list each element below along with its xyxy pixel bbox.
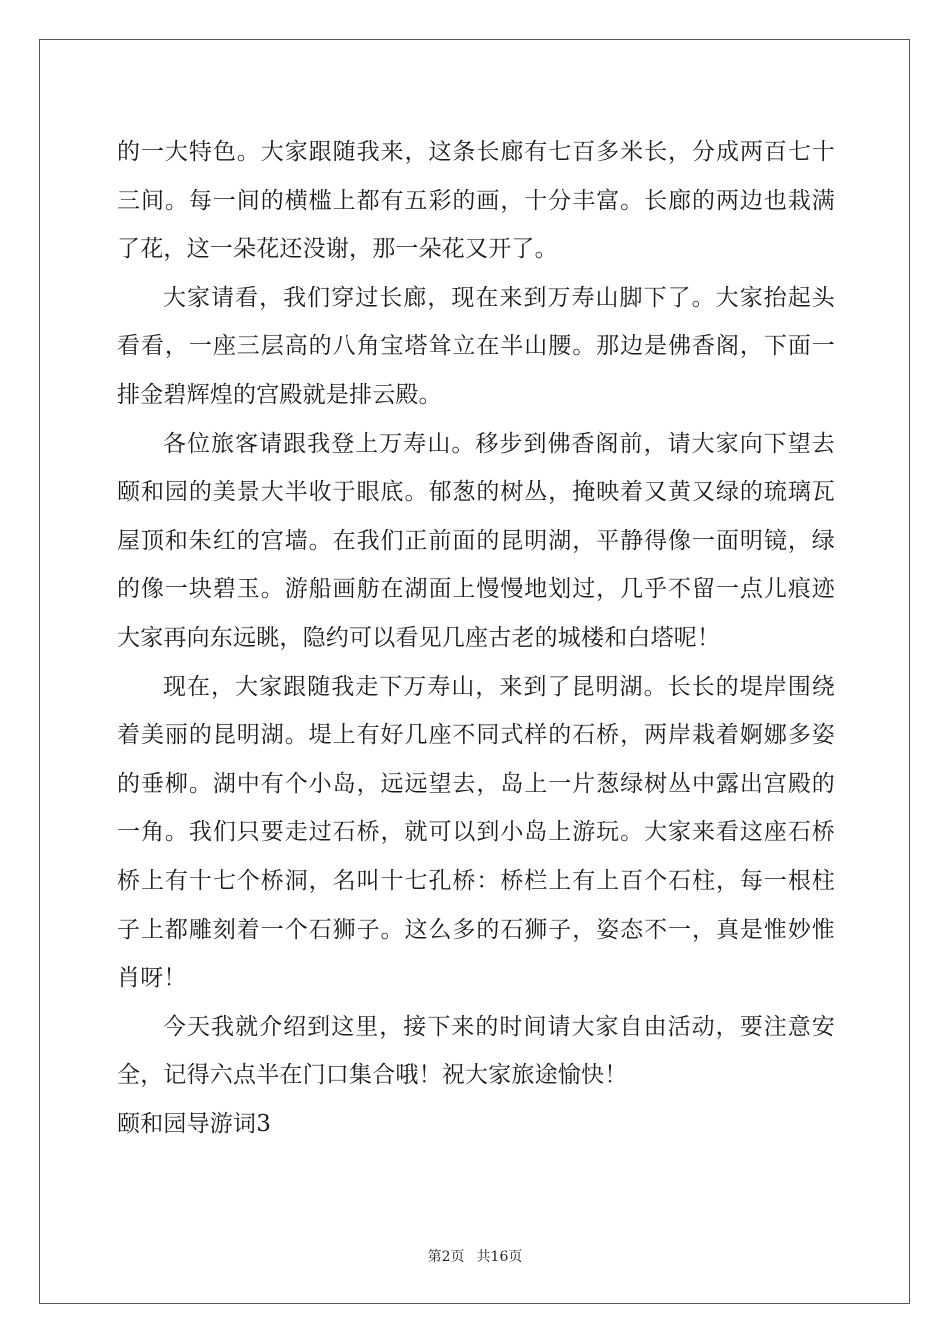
paragraph-2: 大家请看，我们穿过长廊，现在来到万寿山脚下了。大家抬起头看看，一座三层高的八角宝塔耸立在半山腰。那边是佛香阁，下面一排金碧辉煌的宫殿就是排云殿。 <box>117 284 835 408</box>
section-heading: 颐和园导游词3 <box>117 1110 272 1137</box>
document-body <box>117 128 835 1148</box>
page-number: 第2页 <box>427 1249 465 1265</box>
paragraph-1: 的一大特色。大家跟随我来，这条长廊有七百多米长，分成两百七十三间。每一间的横槛上都有五彩的画，十分丰富。长廊的两边也栽满了花，这一朵花还没谢，那一朵花又开了。 <box>117 139 835 263</box>
page-footer <box>0 1247 950 1267</box>
paragraph-4: 现在，大家跟随我走下万寿山，来到了昆明湖。长长的堤岸围绕着美丽的昆明湖。堤上有好几座不同式样的石桥，两岸栽着婀娜多姿的垂柳。湖中有个小岛，远远望去，岛上一片葱绿树丛中露出宫殿的一角。我们只要走过石桥，就可以到小岛上游玩。大家来看这座石桥桥上有十七个桥洞，名叫十七孔桥：桥栏上有上百个石柱，每一根柱子上都雕刻着一个石狮子。这么多的石狮子，姿态不一，真是惟妙惟肖呀！ <box>117 673 835 992</box>
paragraph-5: 今天我就介绍到这里，接下来的时间请大家自由活动，要注意安全，记得六点半在门口集合哦！祝大家旅途愉快！ <box>117 1013 835 1089</box>
page-total: 共16页 <box>476 1249 523 1265</box>
paragraph-3: 各位旅客请跟我登上万寿山。移步到佛香阁前，请大家向下望去颐和园的美景大半收于眼底。郁葱的树丛，掩映着又黄又绿的琉璃瓦屋顶和朱红的宫墙。在我们正前面的昆明湖，平静得像一面明镜，绿的像一块碧玉。游船画舫在湖面上慢慢地划过，几乎不留一点儿痕迹大家再向东远眺，隐约可以看见几座古老的城楼和白塔呢！ <box>117 430 835 651</box>
